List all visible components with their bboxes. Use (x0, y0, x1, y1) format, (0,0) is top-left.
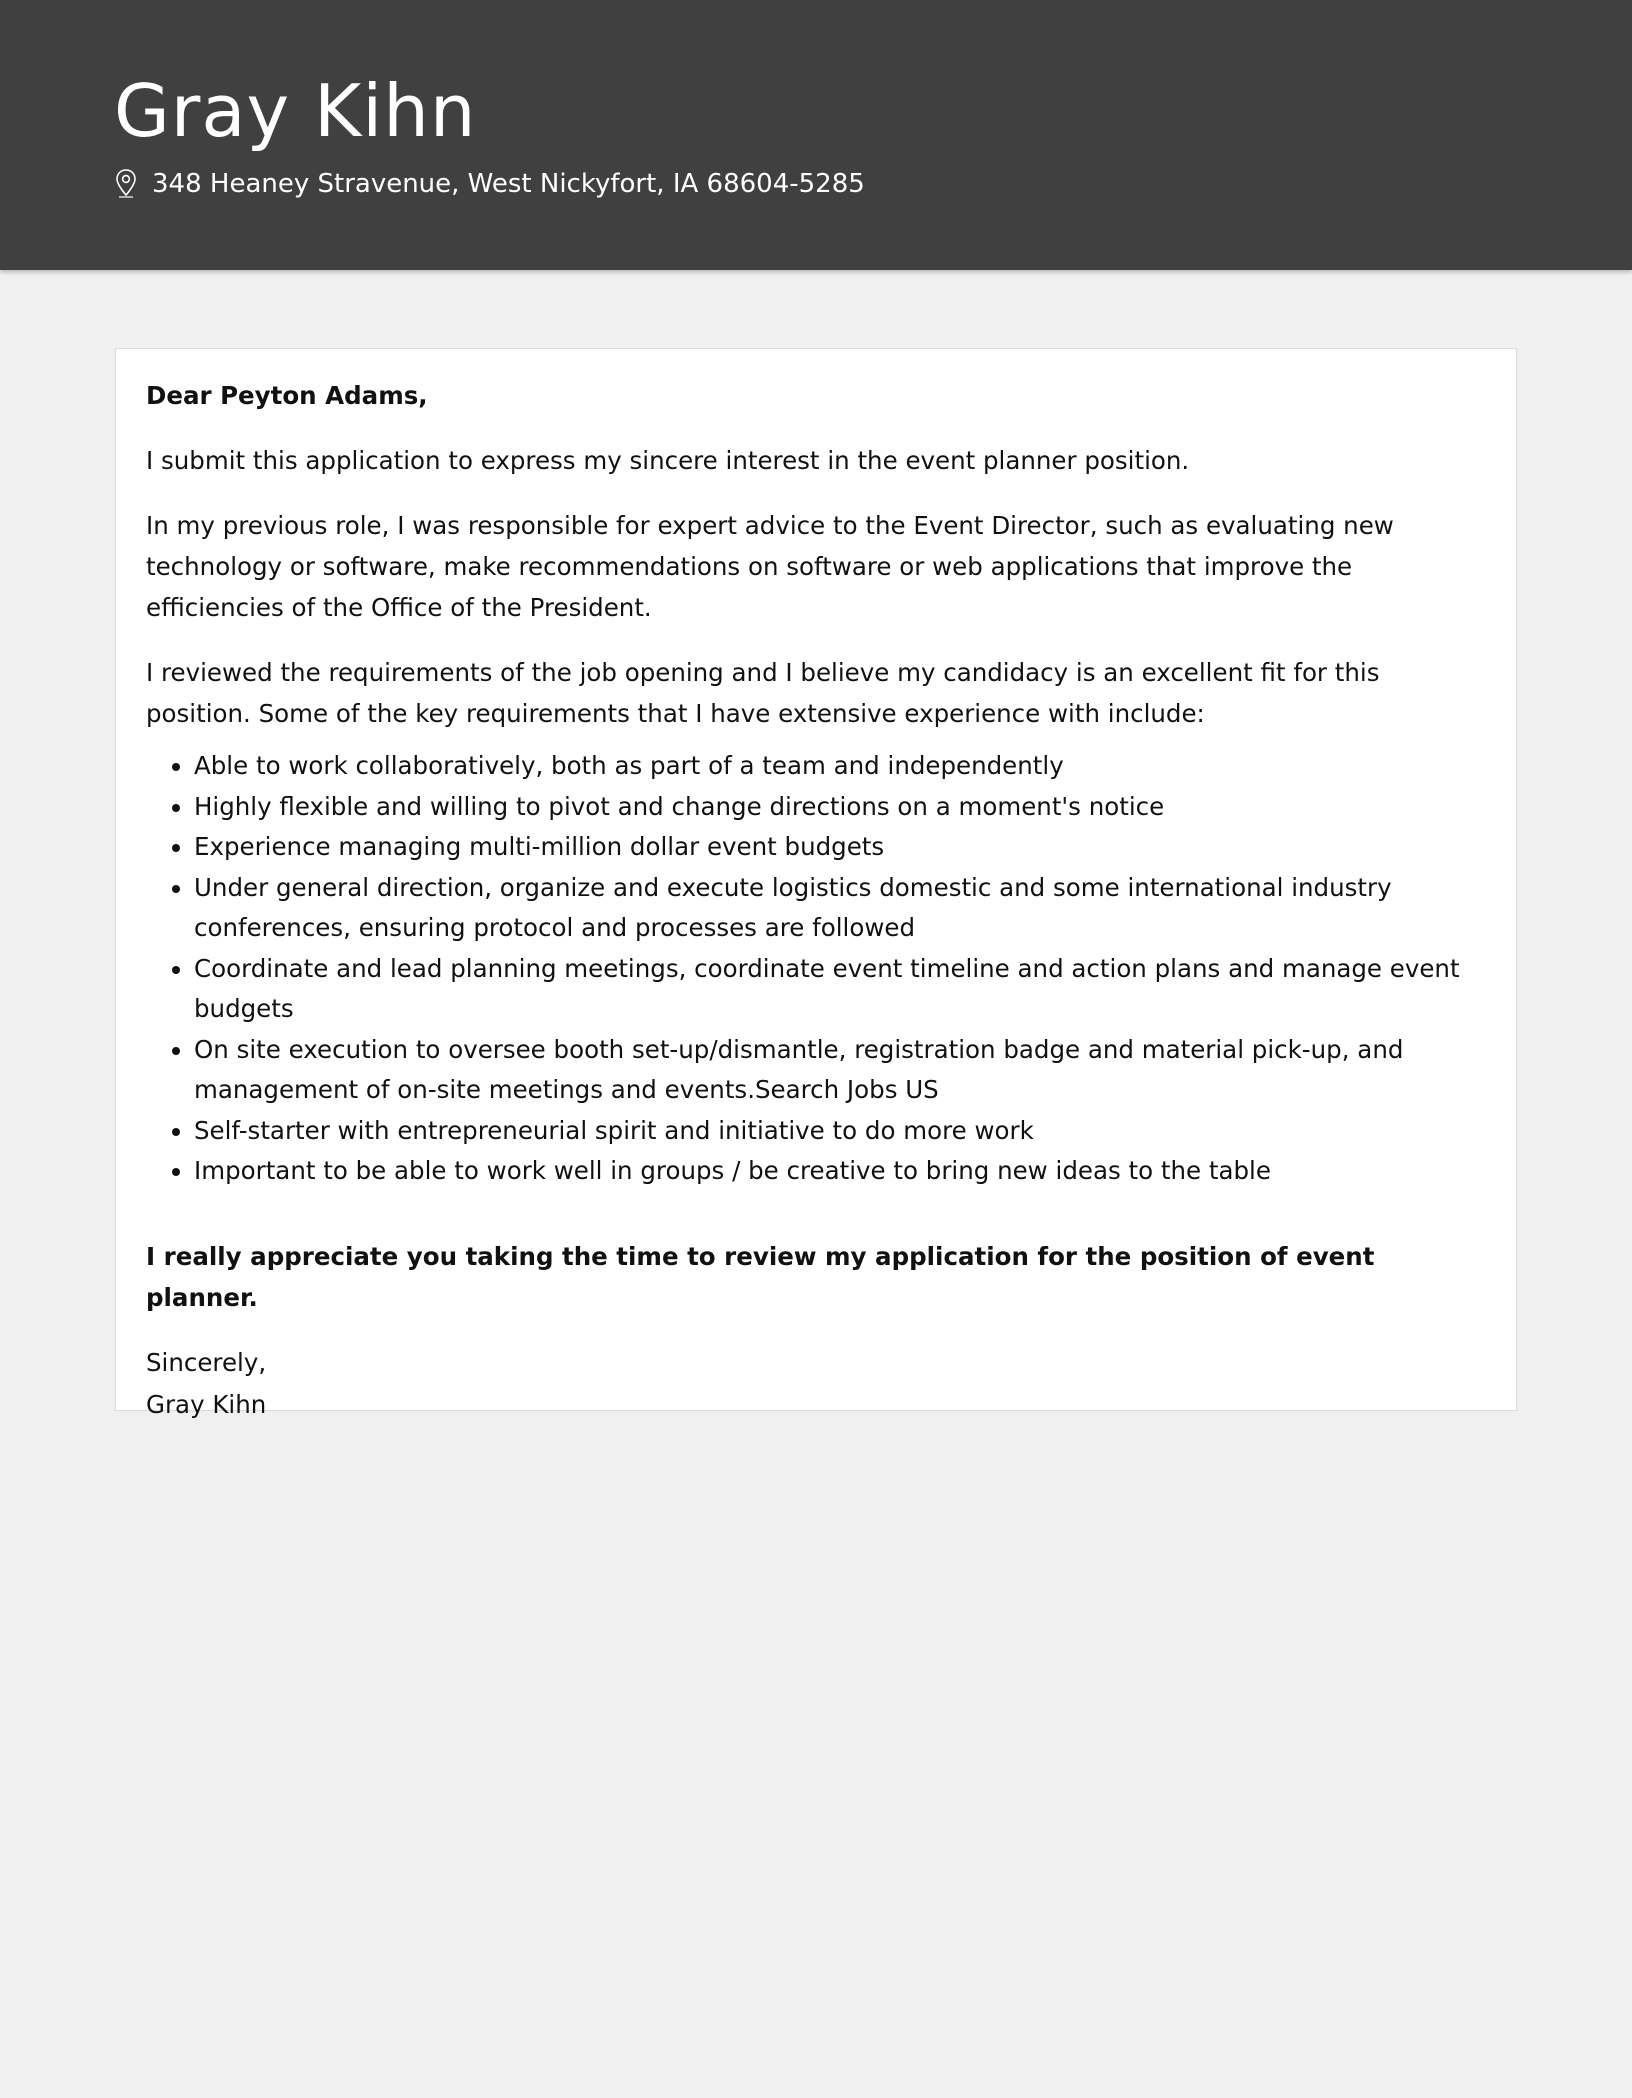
location-pin-icon (114, 168, 138, 200)
signature: Gray Kihn (146, 1389, 267, 1419)
list-item: • Under general direction, organize and execute logistics domestic and some international industry conferences, ensuring protocol and processes are followed (194, 868, 1486, 949)
list-item: • Experience managing multi-million dollar event budgets (194, 827, 1486, 868)
signoff: Sincerely, (146, 1347, 267, 1377)
applicant-address: 348 Heaney Stravenue, West Nickyfort, IA 68604-5285 (152, 169, 865, 199)
applicant-name: Gray Kihn (114, 69, 477, 153)
closing-paragraph: I really appreciate you taking the time to review my application for the position of event planner. (146, 1241, 1375, 1312)
previous-role-paragraph: In my previous role, I was responsible for expert advice to the Event Director, such as evaluating new technology or software, make recommendations on software or web applications that improve the efficiencies of the Office of the President. (146, 511, 1394, 622)
list-item: • Important to be able to work well in groups / be creative to bring new ideas to the table (194, 1151, 1486, 1192)
requirements-list (146, 746, 1486, 1192)
header-banner (0, 0, 1632, 270)
list-item: • On site execution to oversee booth set-up/dismantle, registration badge and material pick-up, and management of on-site meetings and events.Search Jobs US (194, 1030, 1486, 1111)
list-item: • Able to work collaboratively, both as part of a team and independently (194, 746, 1486, 787)
list-item: • Highly flexible and willing to pivot and change directions on a moment's notice (194, 787, 1486, 828)
salutation: Dear Peyton Adams, (146, 381, 428, 410)
address-row (114, 164, 865, 204)
list-item: • Coordinate and lead planning meetings, coordinate event timeline and action plans and manage event budgets (194, 949, 1486, 1030)
list-item: • Self-starter with entrepreneurial spirit and initiative to do more work (194, 1111, 1486, 1152)
intro-paragraph: I submit this application to express my sincere interest in the event planner position. (146, 446, 1190, 475)
cover-letter-card (115, 348, 1517, 1419)
requirements-intro-paragraph: I reviewed the requirements of the job opening and I believe my candidacy is an excellent fit for this position. Some of the key requirements that I have extensive experience with include: (146, 658, 1380, 728)
